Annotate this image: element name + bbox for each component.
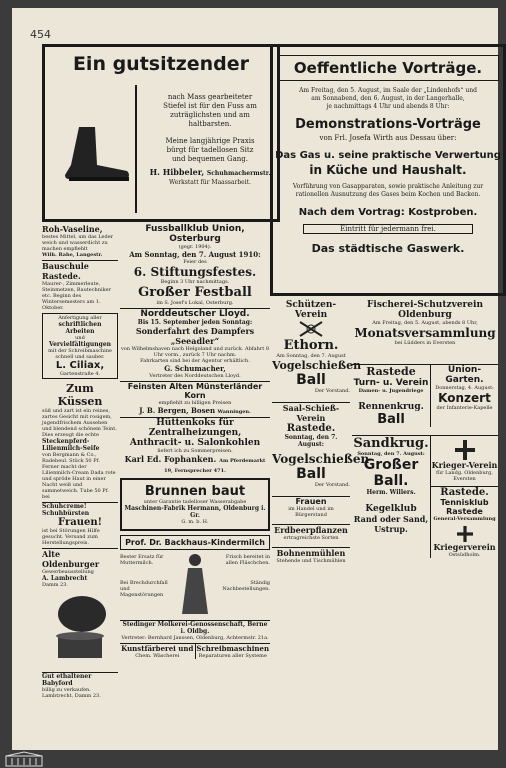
vortraege-title: Demonstrations-Vorträge: [295, 117, 481, 132]
lloyd-text: von Wilhelmshaven nach Helgoland und zurück. Abfahrt 8 Uhr vorm., zurück 7 Uhr nachm.: [120, 346, 270, 358]
grosser-ball: Großer Ball.: [363, 457, 419, 489]
vortraege-desc1: Vorführung von Gasapparaten, sowie praktische Anleitung zur: [292, 183, 484, 190]
fussball-feier: Feier des: [183, 259, 207, 265]
column-3: [272, 300, 370, 730]
lambrecht-name: A. Lambrecht: [42, 575, 88, 582]
backhaus-left1: Bester Ersatz für Muttermilch.: [120, 554, 164, 566]
woman-illustration: [178, 552, 212, 616]
stiftungsfest-sub: Beginn 3 Uhr nachmittags.: [160, 279, 230, 285]
brunnen-ad: [120, 478, 270, 531]
backhaus-left2: Bei Brechdurchfall und Magenstörungen: [120, 580, 168, 598]
alte-sub: Gewerbeausstellung: [42, 569, 94, 575]
backhaus-right2: Ständig Nachbestellungen.: [222, 580, 270, 592]
hibbeler-name: H. Hibbeler,: [149, 167, 205, 177]
sandkrug-date: Sonntag, den 7. August:: [357, 451, 425, 457]
vorstand-1: Der Vorstand.: [314, 388, 350, 394]
fischer-title: Fischerei-Schutzverein Oldenburg: [367, 300, 483, 320]
babyford-sub: billig zu verkaufen.: [42, 687, 91, 693]
schumacher-name: G. Schumacher,: [164, 364, 226, 373]
vortraege-line1: Am Freitag, den 5. August, im Saale der „Lindenhofs“ und: [299, 87, 477, 94]
frauen-text-col3: im Handel und im Bürgerstand: [288, 506, 334, 518]
ball-3: Ball: [377, 412, 405, 427]
babyford-sub2: Lambtrecht, Damm 23.: [42, 693, 101, 699]
ciliax-schrift: schriftlichen Arbeiten: [58, 321, 102, 335]
willers-name: Herm. Willers.: [366, 489, 416, 496]
vortraege-topic1: Das Gas u. seine praktische Verwertung: [275, 150, 501, 161]
lambrecht-addr: Damm 23.: [42, 582, 69, 588]
babyford-title: Gut ethaltener Babyford: [42, 672, 118, 687]
vortraege-headline: Oeffentliche Vorträge.: [277, 55, 499, 81]
vortraege-tasting: Nach dem Vortrag: Kostproben.: [298, 207, 478, 218]
festball: Großer Festball: [138, 285, 252, 300]
korn-name: J. B. Bergen, Bosen: [139, 406, 216, 415]
turn-title: Turn- u. Verein: [353, 378, 429, 388]
vaseline-title: Roh-Vaseline,: [42, 224, 103, 234]
backhaus-title: Prof. Dr. Backhaus-Kindermilch: [120, 535, 270, 550]
library-building-icon: [4, 752, 44, 766]
schuhcreme: Schuhcreme! Schuhbürsten: [42, 502, 118, 517]
general-versammlung: General-Versammlung: [433, 516, 496, 522]
brunnen-title: Brunnen baut: [144, 484, 246, 499]
bauschule-title: Bauschule Rastede.: [42, 260, 118, 281]
ball-2: Ball: [296, 466, 326, 482]
hutten-sub: liefert ich zu Sommerpreisen.: [157, 448, 233, 454]
fophanken-name: Karl Ed. Fophanken.: [124, 454, 217, 464]
frauen-text: ist bei Störungen Hilfe gesucht. Versand zum Herstellungspreis.: [42, 528, 100, 546]
bohnen-title: Bohnenmühlen: [272, 547, 350, 558]
ciliax-maschine: mit der Schreibmaschine schnell und sauber.: [48, 348, 112, 360]
newspaper-page: [12, 8, 501, 750]
lloyd-title: Norddeutscher Lloyd.: [120, 308, 270, 319]
sandkrug-title: Sandkrug.: [353, 436, 429, 451]
brunnen-gmbh: G. m. b. H.: [181, 519, 209, 525]
monats-sub: bei Lüdders in Eversten: [394, 340, 456, 346]
vortraege-line3: je nachmittags 4 Uhr und abends 8 Uhr:: [326, 103, 450, 110]
schutzen-ethorn: Ethorn.: [283, 338, 339, 353]
schumacher-sub: Vertreter des Norddeutschen Lloyd.: [149, 373, 241, 379]
vortraege-entry: Eintritt für jedermann frei.: [303, 224, 473, 234]
brunnen-sub: unter Garantie tadelloser Wasserabgabe: [143, 499, 247, 505]
frauen-title: Frauen!: [58, 517, 102, 528]
hutten-title2: Anthracit- u. Salonkohlen: [129, 438, 261, 448]
ad-hibbeler-headline: Ein gutsitzender: [72, 53, 250, 75]
stiftungsfest: 6. Stiftungsfestes.: [133, 265, 257, 279]
hutten-title: Hüttenkoks für Zentralheizungen,: [120, 417, 270, 438]
konzert: Konzert: [438, 391, 491, 405]
korn-title: Feinsten Alten Münsterländer Korn: [120, 381, 270, 400]
kriegerverein-2: Kriegerverein: [433, 542, 496, 552]
kuessen-steckenpferd: Steckenpferd-Lilienmilch-Seife: [42, 438, 100, 452]
ad-hibbeler-body: [145, 93, 275, 187]
kegel-title: Kegelklub: [365, 504, 417, 514]
saal-date: Sonntag, den 7. August:: [284, 434, 338, 448]
crossed-rifles-icon: [272, 320, 350, 338]
saal-raftede: Rastede.: [286, 423, 336, 434]
kuessen-text2: von Bergmann & Co., Radebeul. Stück 50 Pf. Ferner macht der Lilienmilch-Cream Dada rote und spröde Haut in einer Nacht weiß und sammetweich. Tube 50 Pf. bei: [42, 452, 116, 500]
monatsversammlung: Monatsversammlung: [354, 326, 496, 340]
korn-sub: empfiehlt zu billigen Preisen: [158, 400, 232, 406]
vogelschiessen-1: Vogelschießen: [272, 359, 362, 372]
festball-sub: im S. Josef's Lokal, Osterburg.: [156, 300, 234, 306]
column-4: [352, 300, 498, 730]
fischer-date: Am Freitag, den 5. August, abends 8 Uhr,: [372, 320, 478, 326]
hibbeler-line-1: nach Mass gearbeiteter: [167, 93, 253, 101]
boot-illustration: [61, 125, 133, 185]
vaseline-text: bestes Mittel, um das Leder weich und wasserdicht zu machen empfiehlt: [42, 234, 114, 252]
fophanken-addr: Am Pferdemarkt 19, Fernsprecher 471.: [164, 458, 266, 474]
iron-cross-icon-2: [457, 526, 473, 542]
hibbeler-suffix: Schuhmachermstr.: [206, 170, 271, 177]
hibbeler-line-6: bürgt für tadellosen Sitz: [166, 146, 254, 154]
saal-title: Saal-Schieß-Verein: [272, 402, 350, 423]
ciliax-verviel: Vervielfältigungen: [48, 341, 112, 348]
korn-addr: Wanningen.: [217, 409, 251, 415]
ciliax-name: L. Ciliax,: [55, 360, 105, 371]
erdbeer-title: Erdbeerpflanzen: [272, 524, 350, 535]
kegel-sub2: Ustrup.: [374, 524, 408, 534]
ad-hibbeler-divider: [135, 85, 137, 213]
raftede-title-2: Rastede.: [431, 486, 498, 498]
bohnen-sub: Stehende und Tischmühlen: [276, 558, 346, 564]
union-date: Donnerstag, 4. August:: [435, 385, 494, 391]
vortraege-desc2: rationellen Ausnutzung des Gases beim Kochen und Backen.: [295, 191, 481, 198]
hibbeler-line-7: und bequemen Gang.: [172, 155, 248, 163]
vortraege-desc: [273, 183, 503, 199]
ciliax-ad: [42, 313, 118, 379]
molkerei: Stedinger Molkerei-Genossenschaft, Berne i. Oldbg.: [120, 620, 270, 635]
kunst-sub: Chem. Wäscherei: [135, 653, 180, 659]
hibbeler-line-4: haltbarsten.: [188, 120, 232, 128]
krieger-title: Krieger-Verein: [431, 460, 498, 470]
konzert-sub: der Infanterie-Kapelle: [436, 405, 493, 411]
fussball-sub: (gegr. 1904).: [178, 244, 212, 250]
bauschule-text: Maurer-, Zimmerleute, Steinmetzen, Bautechniker etc. Beginn des Wintersemesters am 1. Oktober.: [42, 281, 111, 311]
vortraege-topic2: in Küche und Haushalt.: [309, 163, 467, 177]
tennisklub: Tennisklub Rastede: [440, 498, 489, 516]
lloyd-cont: Fahrkarten sind bei der Agentur erhältlich.: [140, 358, 250, 364]
hibbeler-line-3: zuträglichsten und am: [170, 111, 250, 119]
vortraege-by: von Frl. Josefa Wirth aus Dessau über:: [319, 134, 457, 142]
fussball-date: Am Sonntag, den 7. August 1910:: [129, 250, 261, 259]
kuessen-title: Zum Küssen: [57, 382, 103, 408]
frauen-title-col3: Frauen: [272, 496, 350, 506]
rennenkrug: Rennenkrug.: [358, 402, 424, 412]
schreib-title: Schreibmaschinen: [196, 644, 270, 653]
gramophone-illustration: [42, 592, 116, 672]
vortraege-line2: am Sonnabend, den 6. August, in der Langerhalle,: [311, 95, 465, 102]
schreib-sub: Reparaturen aller Systeme: [198, 653, 267, 659]
schutzen-title: Schützen-Verein: [285, 300, 337, 320]
ciliax-addr: Gartenstraße 4.: [59, 371, 101, 377]
fussball-title: Fussballklub Union, Osterburg: [145, 224, 245, 244]
union-title: Union-Garten.: [445, 365, 484, 385]
krieger-sub: für Landg. Oldenburg, Eversten: [436, 470, 493, 482]
viewer-footer: [0, 750, 504, 768]
hibbeler-address: Werkstatt für Maassarbeit.: [169, 179, 251, 186]
vogelschiessen-2: Vogelschießen: [272, 452, 370, 466]
ciliax-und: und: [75, 335, 85, 341]
ball-1: Ball: [296, 372, 326, 388]
raftede-title: Rastede: [366, 365, 416, 378]
iron-cross-icon: [455, 440, 475, 460]
page-number: 454: [30, 28, 51, 41]
molkerei-sub: Vertreter: Bernhard Janssen, Oldenburg, Achtermstr. 21a.: [121, 635, 269, 641]
kuessen-text: süß und zart ist ein reines, zartes Gesicht mit rosigem, jugendfrischem Aussehen und blendend schönem Teint. Dies erzeugt die echte: [42, 408, 117, 438]
alte-title: Alte Oldenburger: [42, 548, 118, 569]
vaseline-seller: Wilh. Rahe, Langestr.: [42, 252, 103, 258]
column-2: [120, 224, 270, 730]
hibbeler-line-5: Meine langjährige Praxis: [165, 137, 255, 145]
brunnen-firm: Maschinen-Fabrik Hermann, Oldenburg i. Gr.: [124, 505, 266, 519]
ad-hibbeler: [42, 44, 280, 222]
ad-vortraege: [270, 44, 506, 296]
lloyd-sonder: Sonderfahrt des Dampfers „Seeadler“: [135, 326, 255, 346]
vortraege-sponsor: Das städtische Gaswerk.: [311, 242, 465, 255]
erdbeer-sub: ertragreichste Sorten: [283, 535, 339, 541]
schutzen-date: Am Sonntag, den 7. August: [276, 353, 346, 359]
kunst-title: Kunstfärberei und: [121, 644, 194, 653]
kriegerverein-2-sub: Ostsüdholm.: [448, 552, 481, 558]
vorstand-2: Der Vorstand.: [314, 482, 350, 488]
turn-sub: Damen- u. Jugendriege: [358, 388, 424, 394]
ciliax-anfert: Anfertigung aller: [58, 315, 102, 321]
backhaus-right1: Frisch bereitet in allen Fläschchen.: [225, 554, 270, 566]
vortraege-intro: [273, 87, 503, 111]
kegel-sub: Rand oder Sand,: [353, 514, 429, 524]
column-1: [42, 224, 118, 730]
hibbeler-line-2: Stiefel ist für den Fuss am: [163, 102, 257, 110]
lloyd-date: Bis 15. September jeden Sonntag:: [137, 319, 253, 326]
